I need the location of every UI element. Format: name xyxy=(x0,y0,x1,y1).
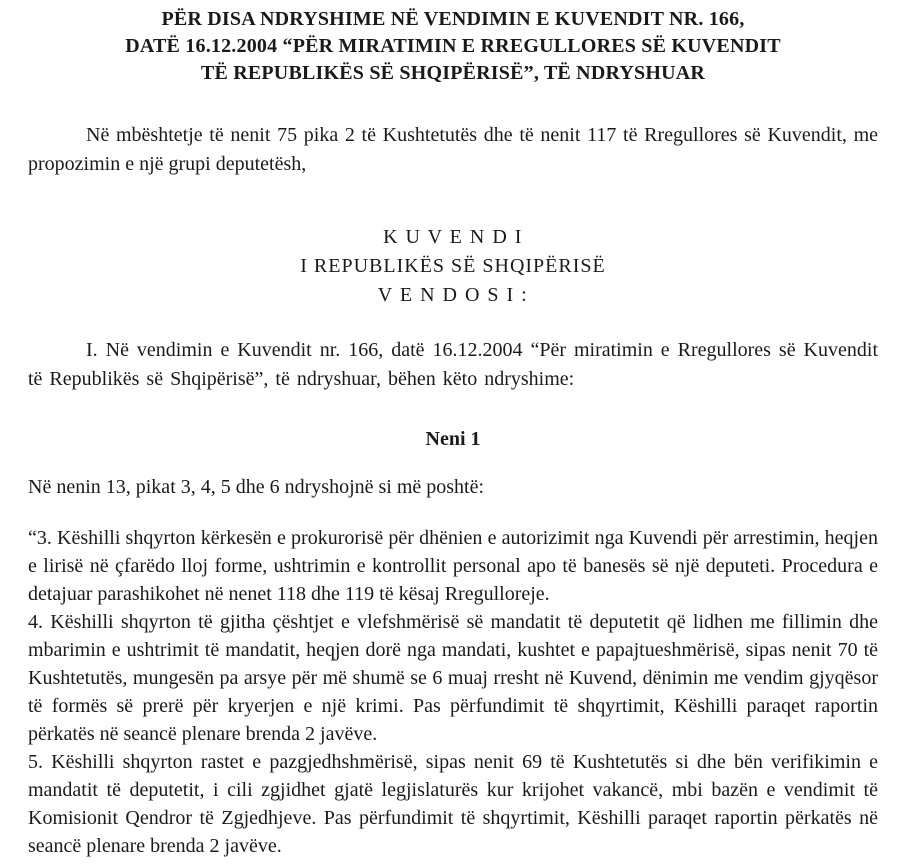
decree-line-kuvendi: K U V E N D I xyxy=(383,226,523,248)
article-heading: Neni 1 xyxy=(425,428,481,450)
preamble-paragraph: Në mbështetje të nenit 75 pika 2 të Kushtetutës dhe të nenit 117 të Rregullores së Kuvendit, me propozimin e një grupi deputetësh, xyxy=(28,124,878,175)
decree-heading xyxy=(28,223,878,310)
amendment-points xyxy=(28,524,878,860)
title-line-2: DATË 16.12.2004 “PËR MIRATIMIN E RREGULLORES SË KUVENDIT xyxy=(125,35,781,57)
document-title xyxy=(28,6,878,87)
decree-line-vendosi: V E N D O S I : xyxy=(377,284,529,306)
intro-paragraph: I. Në vendimin e Kuvendit nr. 166, datë 16.12.2004 “Për miratimin e Rregullores së Kuvendit të Republikës së Shqipërisë”, të ndryshuar, bëhen këto ndryshime: xyxy=(28,339,878,390)
point-5: 5. Këshilli shqyrton rastet e pazgjedhshmërisë, sipas nenit 69 të Kushtetutës si dhe bën verifikimin e mandatit të deputetit, i cili zgjidhet gjatë legjislaturës kur krijohet vakancë, mbi bazën e vendimit të Komisionit Qendror të Zgjedhjeve. Pas përfundimit të shqyrtimit, Këshilli paraqet raportin përkatës në seancë plenare brenda 2 javëve. xyxy=(28,751,878,857)
decree-line-republika: I REPUBLIKËS SË SHQIPËRISË xyxy=(300,255,606,277)
article-lead: Në nenin 13, pikat 3, 4, 5 dhe 6 ndryshojnë si më poshtë: xyxy=(28,476,485,498)
title-line-1: PËR DISA NDRYSHIME NË VENDIMIN E KUVENDIT NR. 166, xyxy=(161,8,745,30)
point-3: “3. Këshilli shqyrton kërkesën e prokurorisë për dhënien e autorizimit nga Kuvendi për arrestimin, heqjen e lirisë në çfarëdo lloj forme, ushtrimin e kontrollit personal apo të banesës së një deputeti. Procedura e detajuar parashikohet në nenet 118 dhe 119 të kësaj Rregulloreje. xyxy=(28,527,878,605)
title-line-3: TË REPUBLIKËS SË SHQIPËRISË”, TË NDRYSHUAR xyxy=(200,62,706,84)
point-4: 4. Këshilli shqyrton të gjitha çështjet e vlefshmërisë së mandatit të deputetit që lidhen me fillimin dhe mbarimin e ushtrimit të mandatit, heqjen dorë nga mandati, kushtet e papajtueshmërisë, sipas nenit 70 të Kushtetutës, mungesën pa arsye për më shumë se 6 muaj rresht në Kuvend, dënimin me vendim gjyqësor të formës së prerë për kryerjen e një krimi. Pas përfundimit të shqyrtimit, Këshilli paraqet raportin përkatës në seancë plenare brenda 2 javëve. xyxy=(28,611,878,745)
